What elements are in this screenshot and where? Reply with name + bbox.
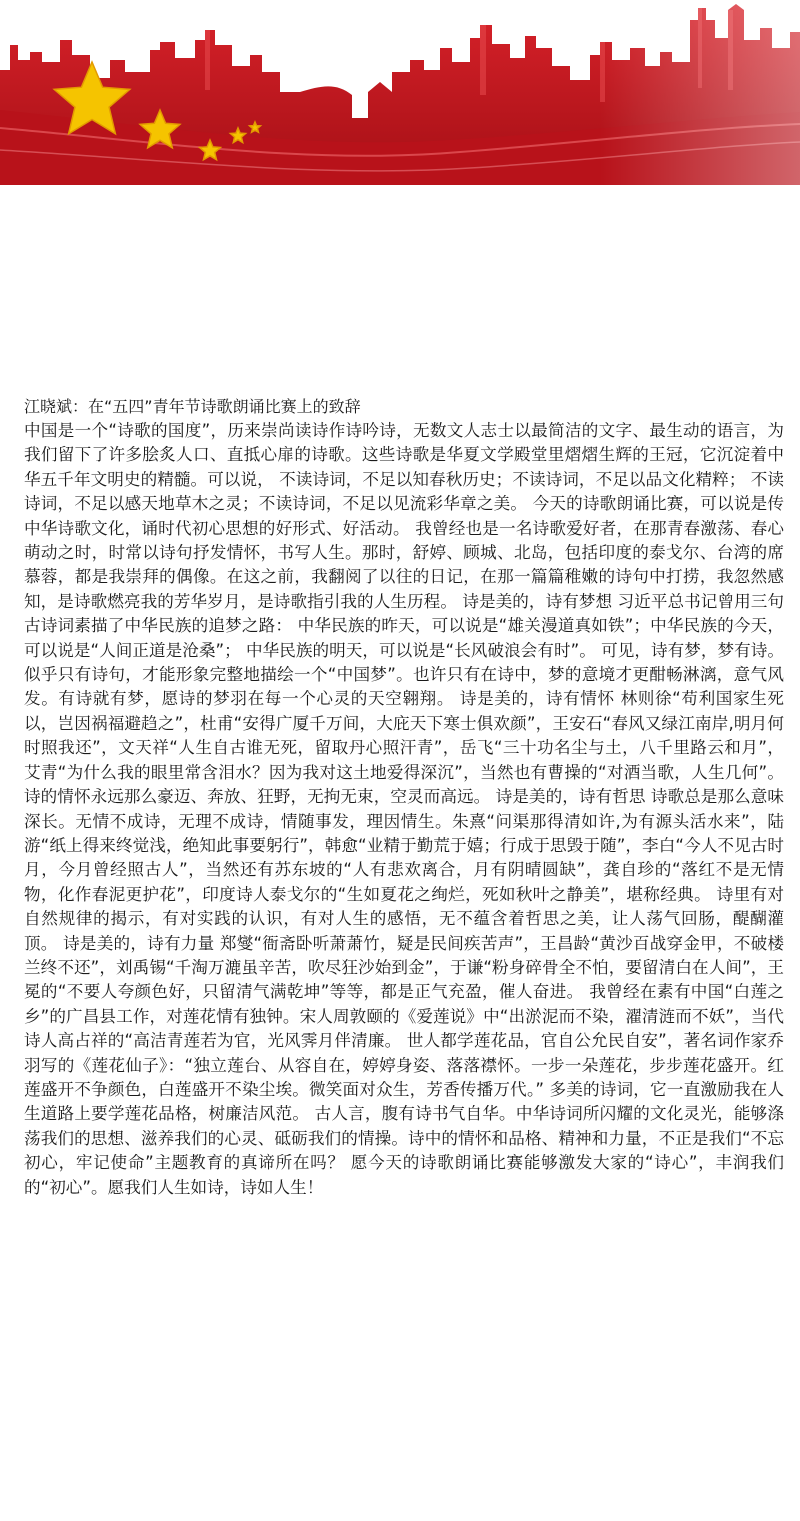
city-skyline-illustration [0,0,800,185]
speech-article [24,395,784,1200]
article-title: 江晓斌：在“五四”青年节诗歌朗诵比赛上的致辞 [24,397,361,416]
article-body: 中国是一个“诗歌的国度”，历来崇尚读诗作诗吟诗，无数文人志士以最简洁的文字、最生动的语言，为我们留下了许多脍炙人口、直抵心扉的诗歌。这些诗歌是华夏文学殿堂里熠熠生辉的王冠，它沉淀着中华五千年文明史的精髓。可以说， 不读诗词，不足以知春秋历史；不读诗词，不足以品文化精粹； 不读诗词，不足以感天地草木之灵；不读诗词，不足以见流彩华章之美。 今天的诗歌朗诵比赛，可以说是传中华诗歌文化，诵时代初心思想的好形式、好活动。 我曾经也是一名诗歌爱好者，在那青春激荡、春心萌动之时，时常以诗句抒发情怀，书写人生。那时，舒婷、顾城、北岛，包括印度的泰戈尔、台湾的席慕蓉，都是我崇拜的偶像。在这之前，我翻阅了以往的日记，在那一篇篇稚嫩的诗句中打捞，我忽然感知，是诗歌燃亮我的芳华岁月，是诗歌指引我的人生历程。 诗是美的，诗有梦想 习近平总书记曾用三句古诗词素描了中华民族的追梦之路： 中华民族的昨天，可以说是“雄关漫道真如铁”；中华民族的今天，可以说是“人间正道是沧桑”； 中华民族的明天，可以说是“长风破浪会有时”。 可见，诗有梦，梦有诗。似乎只有诗句，才能形象完整地描绘一个“中国梦”。也许只有在诗中，梦的意境才更酣畅淋漓，意气风发。有诗就有梦，愿诗的梦羽在每一个心灵的天空翱翔。 诗是美的，诗有情怀 林则徐“苟利国家生死以，岂因祸福避趋之”，杜甫“安得广厦千万间，大庇天下寒士俱欢颜”，王安石“春风又绿江南岸,明月何时照我还”，文天祥“人生自古谁无死，留取丹心照汗青”，岳飞“三十功名尘与土，八千里路云和月”， 艾青“为什么我的眼里常含泪水？因为我对这土地爱得深沉”，当然也有曹操的“对酒当歌，人生几何”。诗的情怀永远那么豪迈、奔放、狂野，无拘无束，空灵而高远。 诗是美的，诗有哲思 诗歌总是那么意味深长。无情不成诗，无理不成诗，情随事发，理因情生。朱熹“问渠那得清如许,为有源头活水来”，陆游“纸上得来终觉浅，绝知此事要躬行”，韩愈“业精于勤荒于嬉；行成于思毁于随”，李白“今人不见古时月，今月曾经照古人”，当然还有苏东坡的“人有悲欢离合，月有阴晴圆缺”，龚自珍的“落红不是无情物，化作春泥更护花”，印度诗人泰戈尔的“生如夏花之绚烂，死如秋叶之静美”，堪称经典。 诗里有对自然规律的揭示，有对实践的认识，有对人生的感悟，无不蕴含着哲思之美，让人荡气回肠，醍醐灌顶。 诗是美的，诗有力量 郑燮“衙斋卧听萧萧竹，疑是民间疾苦声”，王昌龄“黄沙百战穿金甲，不破楼兰终不还”，刘禹锡“千淘万漉虽辛苦，吹尽狂沙始到金”，于谦“粉身碎骨全不怕，要留清白在人间”，王冕的“不要人夸颜色好，只留清气满乾坤”等等，都是正气充盈，催人奋进。 我曾经在素有中国“白莲之乡”的广昌县工作，对莲花情有独钟。宋人周敦颐的《爱莲说》中“出淤泥而不染，濯清涟而不妖”，当代诗人高占祥的“高洁青莲若为官，光风霁月伴清廉。 世人都学莲花品，官自公允民自安”，著名词作家乔羽写的《莲花仙子》：“独立莲台、从容自在，婷婷身姿、落落襟怀。一步一朵莲花，步步莲花盛开。红莲盛开不争颜色，白莲盛开不染尘埃。微笑面对众生，芳香传播万代。” 多美的诗词，它一直激励我在人生道路上要学莲花品格，树廉洁风范。 古人言，腹有诗书气自华。中华诗词所闪耀的文化灵光，能够涤荡我们的思想、滋养我们的心灵、砥砺我们的情操。诗中的情怀和品格、精神和力量，不正是我们“不忘初心，牢记使命”主题教育的真谛所在吗？ 愿今天的诗歌朗诵比赛能够激发大家的“诗心”，丰润我们的“初心”。愿我们人生如诗，诗如人生！ [24,421,784,1197]
header-banner [0,0,800,185]
